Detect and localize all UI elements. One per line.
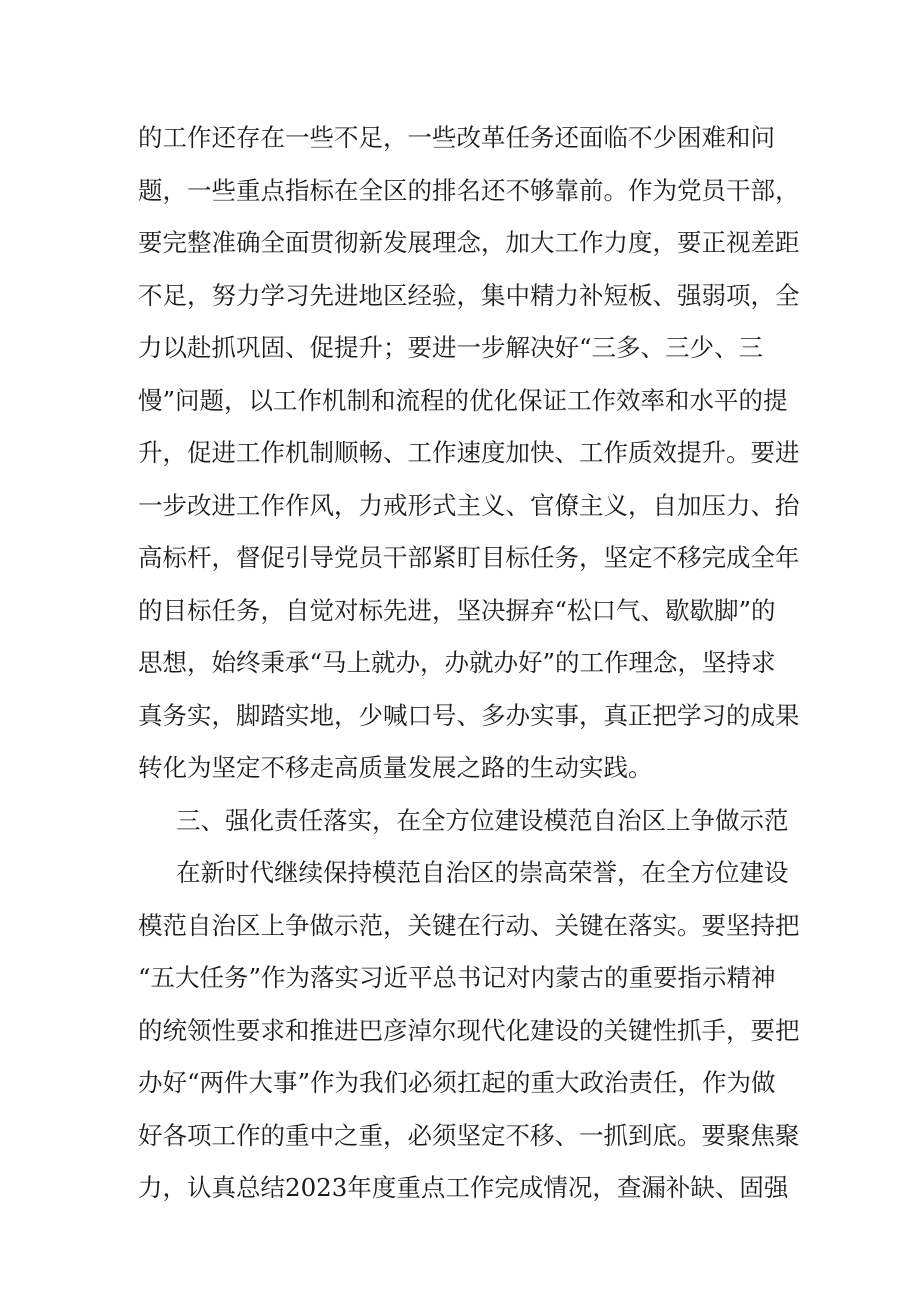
section-heading: 三、强化责任落实，在全方位建设模范自治区上争做示范 <box>176 805 789 835</box>
text-line: 在新时代继续保持模范自治区的崇高荣誉，在全方位建设 <box>176 858 789 887</box>
text-line: 不足，努力学习先进地区经验，集中精力补短板、强弱项，全 <box>138 280 800 310</box>
text-line: 题，一些重点指标在全区的排名还不够靠前。作为党员干部， <box>138 175 800 205</box>
text-line: 的工作还存在一些不足，一些改革任务还面临不少困难和问 <box>138 123 775 152</box>
document-body <box>138 112 800 1215</box>
text-line: 的统领性要求和推进巴彦淖尔现代化建设的关键性抓手，要把 <box>138 1015 800 1045</box>
text-line: 力以赴抓巩固、促提升；要进一步解决好“三多、三少、三 <box>138 333 764 362</box>
text-line: 升，促进工作机制顺畅、工作速度加快、工作质效提升。要进 <box>138 438 800 467</box>
text-line: 转化为坚定不移走高质量发展之路的生动实践。 <box>138 753 653 782</box>
text-line: 力，认真总结2023年度重点工作完成情况，查漏补缺、固强 <box>138 1173 789 1202</box>
text-line: 办好“两件大事”作为我们必须扛起的重大政治责任，作为做 <box>138 1068 776 1097</box>
text-line: 的目标任务，自觉对标先进，坚决摒弃“松口气、歇歇脚”的 <box>138 595 776 625</box>
text-line: 高标杆，督促引导党员干部紧盯目标任务，坚定不移完成全年 <box>138 543 800 572</box>
text-line: 要完整准确全面贯彻新发展理念，加大工作力度，要正视差距 <box>138 228 800 257</box>
text-line: “五大任务”作为落实习近平总书记对内蒙古的重要指示精神 <box>138 963 776 992</box>
text-line: 慢”问题，以工作机制和流程的优化保证工作效率和水平的提 <box>138 385 788 415</box>
text-line: 一步改进工作作风，力戒形式主义、官僚主义，自加压力、抬 <box>138 490 800 520</box>
text-line: 真务实，脚踏实地，少喊口号、多办实事，真正把学习的成果 <box>138 700 800 730</box>
text-line: 模范自治区上争做示范，关键在行动、关键在落实。要坚持把 <box>138 910 800 940</box>
text-line: 思想，始终秉承“马上就办，办就办好”的工作理念，坚持求 <box>138 648 776 677</box>
text-line: 好各项工作的重中之重，必须坚定不移、一抓到底。要聚焦聚 <box>138 1120 800 1150</box>
